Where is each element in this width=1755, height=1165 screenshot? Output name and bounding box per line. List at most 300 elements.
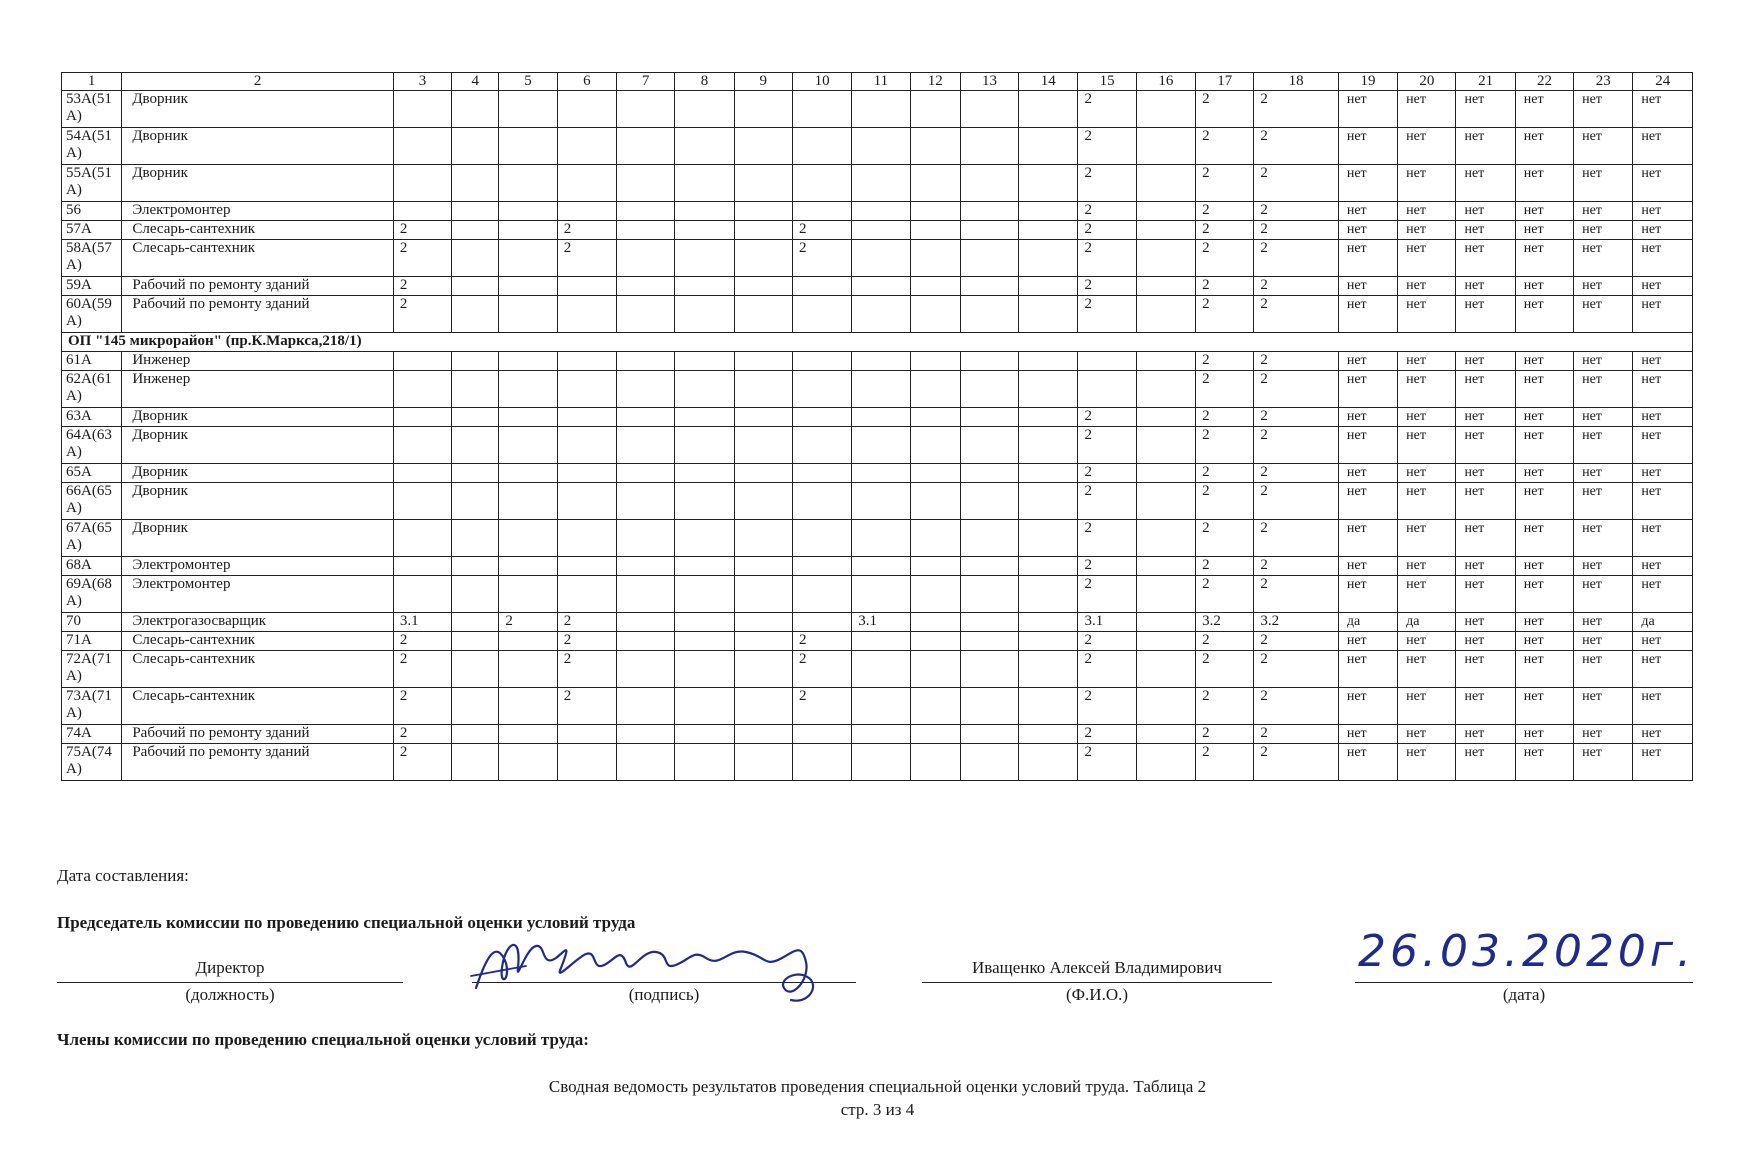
table-cell: 2 xyxy=(1196,296,1254,333)
table-cell: нет xyxy=(1338,371,1397,408)
table-cell xyxy=(1136,240,1195,277)
table-cell xyxy=(393,464,451,483)
position-name: Дворник xyxy=(122,128,393,165)
table-cell xyxy=(617,128,675,165)
table-cell xyxy=(960,408,1018,427)
table-cell: нет xyxy=(1574,576,1633,613)
table-cell xyxy=(499,427,557,464)
table-cell: нет xyxy=(1515,520,1573,557)
table-cell xyxy=(617,613,675,632)
table-cell: нет xyxy=(1338,91,1397,128)
table-cell: 2 xyxy=(1254,688,1338,725)
table-row xyxy=(62,557,1693,576)
table-cell xyxy=(734,91,792,128)
table-cell xyxy=(675,483,734,520)
table-cell: нет xyxy=(1515,240,1573,277)
table-cell: нет xyxy=(1515,165,1573,202)
table-cell xyxy=(852,408,910,427)
table-cell: нет xyxy=(1574,632,1633,651)
table-cell: нет xyxy=(1456,520,1515,557)
table-cell: нет xyxy=(1338,520,1397,557)
table-cell: 2 xyxy=(1196,483,1254,520)
table-cell xyxy=(393,202,451,221)
position-name: Слесарь-сантехник xyxy=(122,240,393,277)
column-number: 8 xyxy=(675,73,734,91)
table-cell: нет xyxy=(1398,128,1456,165)
table-cell xyxy=(557,408,616,427)
table-cell xyxy=(499,277,557,296)
table-cell xyxy=(1019,557,1078,576)
table-cell xyxy=(852,165,910,202)
table-cell: да xyxy=(1633,613,1693,632)
table-cell xyxy=(734,352,792,371)
table-cell xyxy=(452,408,499,427)
table-cell xyxy=(393,91,451,128)
table-cell: нет xyxy=(1633,744,1693,781)
workplace-code: 61А xyxy=(62,352,122,371)
table-cell xyxy=(960,221,1018,240)
table-cell: 2 xyxy=(1078,221,1136,240)
table-cell xyxy=(452,557,499,576)
table-row xyxy=(62,464,1693,483)
table-cell xyxy=(617,483,675,520)
workplace-code: 63А xyxy=(62,408,122,427)
table-cell xyxy=(734,464,792,483)
table-cell xyxy=(617,464,675,483)
table-cell xyxy=(960,296,1018,333)
table-cell xyxy=(617,632,675,651)
table-cell: нет xyxy=(1456,576,1515,613)
table-cell xyxy=(1136,296,1195,333)
table-cell xyxy=(792,427,851,464)
table-cell xyxy=(960,427,1018,464)
table-cell xyxy=(1019,725,1078,744)
table-cell: 2 xyxy=(1196,651,1254,688)
table-cell: 2 xyxy=(1196,632,1254,651)
column-number: 10 xyxy=(792,73,851,91)
column-number: 2 xyxy=(122,73,393,91)
table-cell: нет xyxy=(1515,296,1573,333)
table-cell xyxy=(499,352,557,371)
table-row xyxy=(62,613,1693,632)
table-cell xyxy=(1136,202,1195,221)
table-cell xyxy=(617,427,675,464)
table-cell xyxy=(1019,165,1078,202)
table-row xyxy=(62,371,1693,408)
table-cell: 2 xyxy=(1078,128,1136,165)
table-cell: нет xyxy=(1574,557,1633,576)
table-cell xyxy=(734,725,792,744)
table-cell xyxy=(852,128,910,165)
table-cell: нет xyxy=(1515,688,1573,725)
table-cell xyxy=(960,277,1018,296)
results-table xyxy=(61,72,1693,781)
table-cell: нет xyxy=(1574,91,1633,128)
table-cell xyxy=(675,725,734,744)
table-cell: 2 xyxy=(1078,576,1136,613)
table-cell: 2 xyxy=(1196,427,1254,464)
table-cell: нет xyxy=(1633,464,1693,483)
table-cell xyxy=(675,221,734,240)
table-cell xyxy=(852,688,910,725)
table-cell: нет xyxy=(1574,464,1633,483)
table-row xyxy=(62,651,1693,688)
table-cell xyxy=(852,464,910,483)
table-cell: нет xyxy=(1574,651,1633,688)
table-cell xyxy=(960,464,1018,483)
table-cell: нет xyxy=(1515,725,1573,744)
table-cell: нет xyxy=(1456,221,1515,240)
table-cell xyxy=(617,557,675,576)
table-cell: нет xyxy=(1456,651,1515,688)
workplace-code: 62А(61А) xyxy=(62,371,122,408)
section-title: ОП "145 микрорайон" (пр.К.Маркса,218/1) xyxy=(62,333,1693,352)
table-cell xyxy=(1078,352,1136,371)
column-number: 20 xyxy=(1398,73,1456,91)
table-cell xyxy=(734,520,792,557)
table-cell: нет xyxy=(1398,408,1456,427)
table-cell xyxy=(499,408,557,427)
table-cell: 2 xyxy=(1078,202,1136,221)
table-cell: 2 xyxy=(1254,408,1338,427)
table-cell xyxy=(499,744,557,781)
table-cell xyxy=(452,613,499,632)
table-cell xyxy=(734,371,792,408)
table-cell xyxy=(499,688,557,725)
table-cell: нет xyxy=(1633,202,1693,221)
table-cell: нет xyxy=(1633,427,1693,464)
table-cell xyxy=(675,128,734,165)
table-cell xyxy=(675,240,734,277)
table-cell xyxy=(1136,464,1195,483)
table-cell xyxy=(734,483,792,520)
table-cell: 2 xyxy=(1078,165,1136,202)
table-cell xyxy=(452,352,499,371)
table-cell: 2 xyxy=(1196,408,1254,427)
table-cell: нет xyxy=(1574,221,1633,240)
table-cell xyxy=(499,296,557,333)
table-cell: нет xyxy=(1398,277,1456,296)
table-cell xyxy=(393,128,451,165)
workplace-code: 71А xyxy=(62,632,122,651)
table-cell xyxy=(557,128,616,165)
table-cell xyxy=(734,688,792,725)
column-number: 23 xyxy=(1574,73,1633,91)
table-cell xyxy=(452,240,499,277)
table-cell xyxy=(910,632,960,651)
table-cell xyxy=(792,408,851,427)
table-cell xyxy=(960,651,1018,688)
table-cell: нет xyxy=(1338,221,1397,240)
table-cell: нет xyxy=(1456,688,1515,725)
table-cell: нет xyxy=(1338,632,1397,651)
table-row xyxy=(62,202,1693,221)
table-cell xyxy=(852,744,910,781)
table-cell: нет xyxy=(1398,240,1456,277)
table-row xyxy=(62,296,1693,333)
table-cell: нет xyxy=(1338,744,1397,781)
position-name: Слесарь-сантехник xyxy=(122,688,393,725)
table-cell: нет xyxy=(1515,91,1573,128)
table-cell xyxy=(557,483,616,520)
table-cell xyxy=(792,277,851,296)
table-cell: нет xyxy=(1574,165,1633,202)
table-cell: 2 xyxy=(1078,651,1136,688)
column-number: 12 xyxy=(910,73,960,91)
position-name: Рабочий по ремонту зданий xyxy=(122,744,393,781)
table-cell xyxy=(792,91,851,128)
table-cell xyxy=(675,165,734,202)
table-cell xyxy=(617,240,675,277)
table-cell: 2 xyxy=(1078,277,1136,296)
table-cell xyxy=(1019,613,1078,632)
table-cell xyxy=(1136,352,1195,371)
workplace-code: 68А xyxy=(62,557,122,576)
table-cell xyxy=(675,557,734,576)
table-cell xyxy=(960,613,1018,632)
chair-heading: Председатель комиссии по проведению специальной оценки условий труда xyxy=(57,913,636,932)
table-row xyxy=(62,165,1693,202)
table-cell xyxy=(1019,688,1078,725)
table-cell xyxy=(675,464,734,483)
table-row xyxy=(62,632,1693,651)
table-cell xyxy=(1136,165,1195,202)
table-cell xyxy=(1019,371,1078,408)
table-cell xyxy=(452,427,499,464)
table-cell: нет xyxy=(1456,352,1515,371)
table-cell: нет xyxy=(1338,725,1397,744)
table-cell: 2 xyxy=(557,651,616,688)
table-cell xyxy=(675,632,734,651)
table-cell xyxy=(1019,744,1078,781)
table-cell: нет xyxy=(1574,483,1633,520)
table-cell: нет xyxy=(1633,165,1693,202)
table-cell xyxy=(852,520,910,557)
table-cell: нет xyxy=(1456,202,1515,221)
fio-caption: (Ф.И.О.) xyxy=(1065,985,1129,1004)
table-cell: нет xyxy=(1398,688,1456,725)
table-cell xyxy=(734,240,792,277)
table-cell xyxy=(792,202,851,221)
column-number: 11 xyxy=(852,73,910,91)
table-cell xyxy=(852,240,910,277)
table-cell xyxy=(734,221,792,240)
table-cell xyxy=(1078,371,1136,408)
table-cell: 2 xyxy=(1254,221,1338,240)
position-name: Дворник xyxy=(122,165,393,202)
table-cell: 2 xyxy=(393,296,451,333)
table-cell: нет xyxy=(1633,408,1693,427)
table-cell xyxy=(557,91,616,128)
table-cell: 2 xyxy=(557,688,616,725)
table-cell: 2 xyxy=(1254,651,1338,688)
table-cell xyxy=(852,576,910,613)
table-cell xyxy=(675,277,734,296)
table-cell: нет xyxy=(1456,725,1515,744)
table-cell xyxy=(734,744,792,781)
table-cell: нет xyxy=(1338,408,1397,427)
table-cell xyxy=(557,520,616,557)
table-cell xyxy=(734,651,792,688)
table-cell: нет xyxy=(1574,202,1633,221)
table-cell xyxy=(675,651,734,688)
table-cell xyxy=(1136,651,1195,688)
position-name: Рабочий по ремонту зданий xyxy=(122,277,393,296)
table-cell xyxy=(1136,277,1195,296)
table-cell: нет xyxy=(1338,128,1397,165)
table-cell xyxy=(452,371,499,408)
table-cell: нет xyxy=(1398,352,1456,371)
table-cell: 2 xyxy=(499,613,557,632)
table-cell: нет xyxy=(1398,744,1456,781)
table-cell xyxy=(734,165,792,202)
table-cell xyxy=(792,483,851,520)
table-row xyxy=(62,277,1693,296)
table-row xyxy=(62,576,1693,613)
table-cell xyxy=(675,202,734,221)
table-cell: 2 xyxy=(393,632,451,651)
workplace-code: 58А(57А) xyxy=(62,240,122,277)
table-cell: нет xyxy=(1456,371,1515,408)
table-cell xyxy=(499,371,557,408)
table-cell: нет xyxy=(1456,296,1515,333)
table-cell: 2 xyxy=(1254,202,1338,221)
table-cell: нет xyxy=(1633,371,1693,408)
table-cell: нет xyxy=(1633,352,1693,371)
table-cell: нет xyxy=(1456,483,1515,520)
table-cell xyxy=(452,483,499,520)
table-cell: нет xyxy=(1515,744,1573,781)
workplace-code: 54А(51А) xyxy=(62,128,122,165)
table-cell xyxy=(910,165,960,202)
table-cell xyxy=(960,352,1018,371)
position-name: Рабочий по ремонту зданий xyxy=(122,725,393,744)
table-cell xyxy=(499,651,557,688)
column-number-row xyxy=(62,73,1693,91)
table-cell xyxy=(1019,651,1078,688)
date-caption: (дата) xyxy=(1502,985,1546,1004)
table-cell: 2 xyxy=(557,240,616,277)
table-cell: 2 xyxy=(1196,557,1254,576)
table-cell: 2 xyxy=(1196,352,1254,371)
table-cell: 2 xyxy=(1196,221,1254,240)
table-cell: нет xyxy=(1398,427,1456,464)
table-cell: 2 xyxy=(1078,557,1136,576)
column-number: 14 xyxy=(1019,73,1078,91)
footer-page-number: стр. 3 из 4 xyxy=(840,1100,915,1119)
table-cell xyxy=(393,427,451,464)
table-body xyxy=(62,73,1693,781)
table-cell: нет xyxy=(1633,520,1693,557)
table-cell: нет xyxy=(1398,371,1456,408)
table-cell xyxy=(499,240,557,277)
table-cell xyxy=(852,352,910,371)
table-cell: 2 xyxy=(1078,464,1136,483)
table-cell: 2 xyxy=(792,688,851,725)
table-cell: нет xyxy=(1338,352,1397,371)
table-cell: нет xyxy=(1456,408,1515,427)
table-cell xyxy=(1019,277,1078,296)
table-cell: 2 xyxy=(1254,632,1338,651)
table-cell xyxy=(557,371,616,408)
table-cell: нет xyxy=(1515,651,1573,688)
fio-field: Иващенко Алексей Владимирович xyxy=(922,958,1272,983)
table-cell: нет xyxy=(1456,557,1515,576)
table-cell xyxy=(499,725,557,744)
workplace-code: 67А(65А) xyxy=(62,520,122,557)
table-cell: 2 xyxy=(1078,632,1136,651)
column-number: 13 xyxy=(960,73,1018,91)
column-number: 15 xyxy=(1078,73,1136,91)
table-cell xyxy=(452,520,499,557)
position-name: Дворник xyxy=(122,427,393,464)
table-cell: 2 xyxy=(393,688,451,725)
table-cell xyxy=(557,576,616,613)
table-cell xyxy=(792,464,851,483)
table-cell: 2 xyxy=(1078,725,1136,744)
table-cell: нет xyxy=(1338,165,1397,202)
table-cell xyxy=(910,202,960,221)
table-row xyxy=(62,725,1693,744)
table-row xyxy=(62,240,1693,277)
table-cell: нет xyxy=(1456,427,1515,464)
position-caption: (должность) xyxy=(185,985,275,1004)
table-cell xyxy=(910,296,960,333)
table-row xyxy=(62,520,1693,557)
table-cell xyxy=(452,296,499,333)
table-cell xyxy=(960,202,1018,221)
table-cell: нет xyxy=(1338,464,1397,483)
table-cell xyxy=(1019,483,1078,520)
column-number: 6 xyxy=(557,73,616,91)
signature-caption: (подпись) xyxy=(628,985,700,1004)
table-cell xyxy=(499,483,557,520)
table-cell xyxy=(910,277,960,296)
table-cell: нет xyxy=(1398,221,1456,240)
table-cell: нет xyxy=(1633,632,1693,651)
workplace-code: 69А(68А) xyxy=(62,576,122,613)
workplace-code: 56 xyxy=(62,202,122,221)
table-row xyxy=(62,688,1693,725)
table-cell: нет xyxy=(1515,613,1573,632)
table-cell: нет xyxy=(1338,240,1397,277)
table-row xyxy=(62,352,1693,371)
table-cell: 3.2 xyxy=(1196,613,1254,632)
table-cell xyxy=(499,520,557,557)
table-cell xyxy=(1136,632,1195,651)
table-cell: нет xyxy=(1574,296,1633,333)
table-cell xyxy=(910,408,960,427)
table-cell: 2 xyxy=(1078,91,1136,128)
table-cell: нет xyxy=(1338,483,1397,520)
table-cell: 2 xyxy=(792,240,851,277)
table-cell: нет xyxy=(1574,371,1633,408)
table-cell xyxy=(675,576,734,613)
table-cell: 2 xyxy=(1254,557,1338,576)
table-cell: нет xyxy=(1574,520,1633,557)
table-cell xyxy=(452,632,499,651)
table-cell xyxy=(675,688,734,725)
table-cell xyxy=(1019,464,1078,483)
table-cell: 2 xyxy=(1078,240,1136,277)
table-cell: нет xyxy=(1574,352,1633,371)
table-cell xyxy=(1136,744,1195,781)
position-field: Директор xyxy=(57,958,403,983)
position-name: Слесарь-сантехник xyxy=(122,221,393,240)
table-cell xyxy=(557,464,616,483)
table-cell xyxy=(452,128,499,165)
table-cell: нет xyxy=(1633,277,1693,296)
